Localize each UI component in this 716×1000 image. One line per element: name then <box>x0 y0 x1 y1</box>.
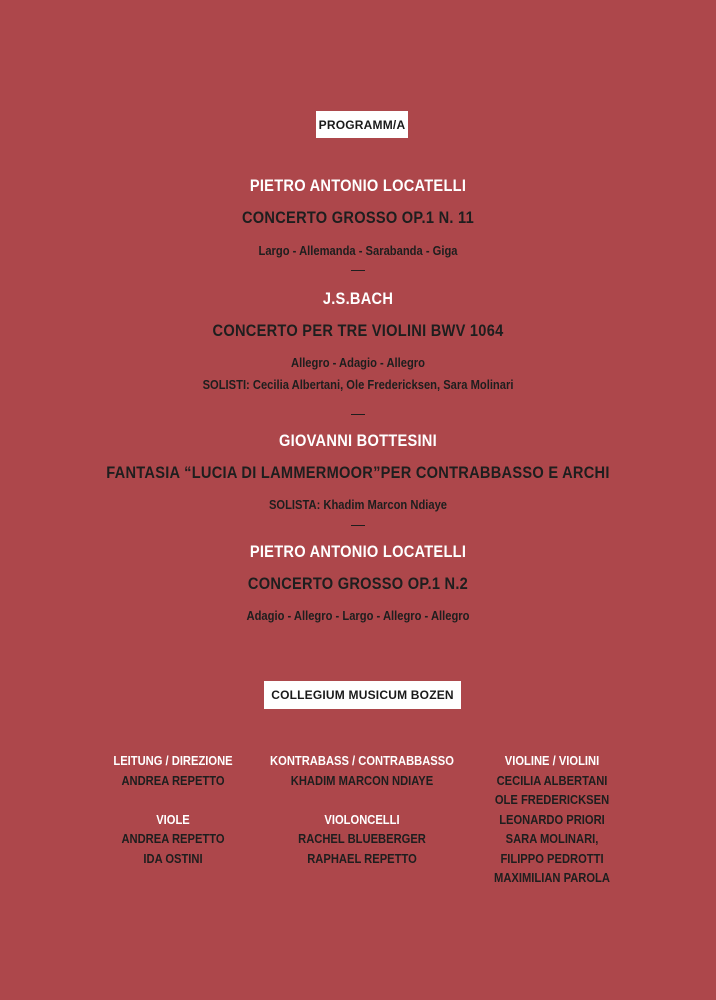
credit-name: FILIPPO PEDROTTI <box>500 850 604 866</box>
piece-4-composer: PIETRO ANTONIO LOCATELLI <box>249 542 467 561</box>
credit-name: ANDREA REPETTO <box>121 831 225 846</box>
credits-right-column <box>442 751 662 888</box>
piece-1-movements: Largo - Allemanda - Sarabanda - Giga <box>258 243 458 258</box>
credit-name: RACHEL BLUEBERGER <box>298 831 426 846</box>
credit-name: OLE FREDERICKSEN <box>494 792 610 807</box>
ensemble-badge <box>264 681 461 709</box>
credit-heading-cellos: VIOLONCELLI <box>324 811 400 827</box>
piece-2-composer: J.S.BACH <box>322 289 394 308</box>
program-badge-label: PROGRAMM/A <box>318 117 406 132</box>
piece-1-composer: PIETRO ANTONIO LOCATELLI <box>249 176 467 195</box>
credit-name: MAXIMILIAN PAROLA <box>494 870 610 885</box>
separator-3 <box>351 525 365 526</box>
program-badge <box>316 111 408 138</box>
credit-heading-violas: VIOLE <box>156 811 190 827</box>
piece-2-movements: Allegro - Adagio - Allegro <box>291 355 425 370</box>
separator-2 <box>351 414 365 415</box>
credits-middle-column <box>252 751 472 868</box>
credit-name: SARA MOLINARI, <box>505 831 599 846</box>
piece-4-movements: Adagio - Allegro - Largo - Allegro - Allegro <box>246 608 470 623</box>
piece-1-work: CONCERTO GROSSO OP.1 N. 11 <box>241 208 475 227</box>
credit-name: KHADIM MARCON NDIAYE <box>290 772 434 788</box>
credit-name: RAPHAEL REPETTO <box>307 850 417 866</box>
piece-4-work: CONCERTO GROSSO OP.1 N.2 <box>247 574 469 593</box>
separator-1 <box>351 270 365 271</box>
credit-name: CECILIA ALBERTANI <box>496 772 608 788</box>
piece-3-soloists: SOLISTA: Khadim Marcon Ndiaye <box>268 497 448 512</box>
credit-heading-double-bass: KONTRABASS / CONTRABBASSO <box>270 753 454 768</box>
piece-3-work: FANTASIA “LUCIA DI LAMMERMOOR”PER CONTRABBASSO E ARCHI <box>106 463 610 482</box>
piece-2-soloists: SOLISTI: Cecilia Albertani, Ole Fredericksen, Sara Molinari <box>202 377 514 392</box>
piece-2-work: CONCERTO PER TRE VIOLINI BWV 1064 <box>212 321 504 340</box>
credit-name: LEONARDO PRIORI <box>499 811 605 827</box>
credits-left-column <box>63 751 283 868</box>
ensemble-badge-label: COLLEGIUM MUSICUM BOZEN <box>271 688 454 702</box>
credit-name: IDA OSTINI <box>143 850 203 866</box>
credit-name: ANDREA REPETTO <box>121 772 225 788</box>
piece-3-composer: GIOVANNI BOTTESINI <box>279 431 437 450</box>
credit-heading-direction: LEITUNG / DIREZIONE <box>113 753 233 768</box>
credit-heading-violins: VIOLINE / VIOLINI <box>504 753 600 768</box>
